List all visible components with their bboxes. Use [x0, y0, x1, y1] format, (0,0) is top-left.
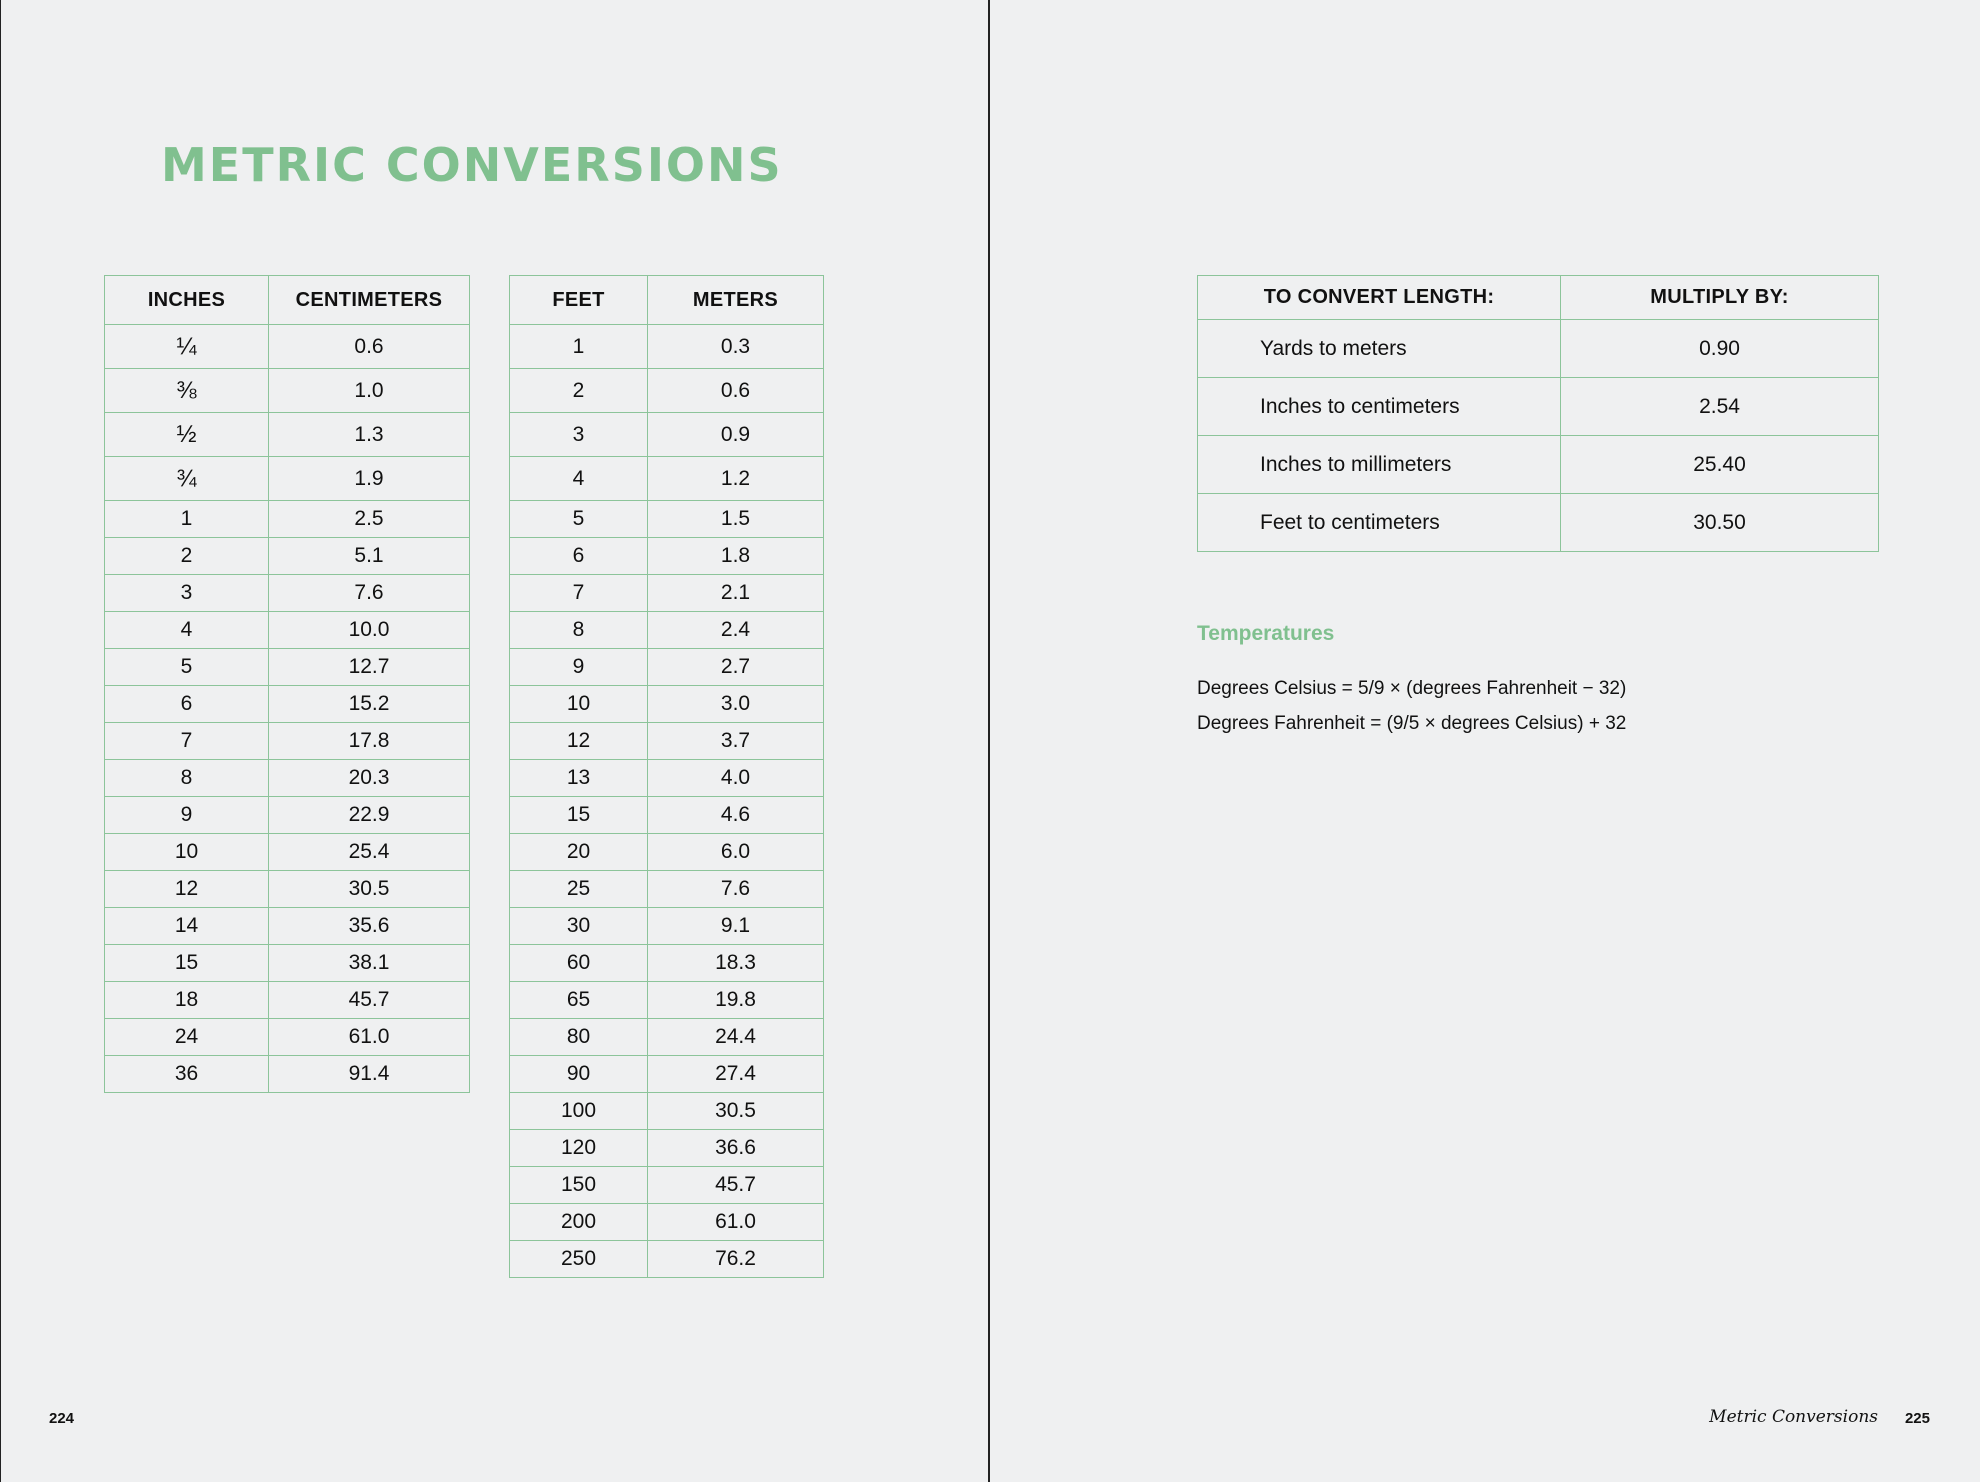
centimeters-cell: 1.0: [269, 369, 470, 413]
table-row: [105, 982, 470, 1019]
conversion-label-cell: Inches to millimeters: [1198, 436, 1561, 494]
table-row: [105, 908, 470, 945]
feet-cell: 30: [510, 908, 648, 945]
inches-table: [104, 275, 470, 1093]
centimeters-cell: 12.7: [269, 649, 470, 686]
inches-cell: ⅜: [105, 369, 269, 413]
inches-cell: 2: [105, 538, 269, 575]
centimeters-cell: 45.7: [269, 982, 470, 1019]
centimeters-cell: 10.0: [269, 612, 470, 649]
table-row: [105, 686, 470, 723]
feet-cell: 250: [510, 1241, 648, 1278]
meters-cell: 3.0: [648, 686, 824, 723]
meters-cell: 7.6: [648, 871, 824, 908]
centimeters-cell: 20.3: [269, 760, 470, 797]
meters-cell: 24.4: [648, 1019, 824, 1056]
table-row: [105, 871, 470, 908]
feet-cell: 15: [510, 797, 648, 834]
feet-cell: 13: [510, 760, 648, 797]
table-row: [105, 457, 470, 501]
feet-cell: 65: [510, 982, 648, 1019]
feet-cell: 90: [510, 1056, 648, 1093]
feet-cell: 200: [510, 1204, 648, 1241]
table-row: [510, 760, 824, 797]
table-row: [510, 1019, 824, 1056]
column-header-centimeters: CENTIMETERS: [269, 276, 470, 325]
multiplier-cell: 30.50: [1561, 494, 1879, 552]
table-row: [510, 908, 824, 945]
table-row: [510, 945, 824, 982]
meters-cell: 6.0: [648, 834, 824, 871]
length-table-body: [1198, 320, 1879, 552]
feet-table-body: [510, 325, 824, 1278]
feet-cell: 5: [510, 501, 648, 538]
meters-cell: 76.2: [648, 1241, 824, 1278]
left-page: [0, 0, 988, 1482]
length-conversion-table: [1197, 275, 1879, 552]
conversion-label-cell: Feet to centimeters: [1198, 494, 1561, 552]
feet-cell: 4: [510, 457, 648, 501]
inches-cell: ¼: [105, 325, 269, 369]
meters-cell: 1.2: [648, 457, 824, 501]
feet-table: [509, 275, 824, 1278]
page-number-right: 225: [1904, 1410, 1930, 1427]
table-row: [510, 649, 824, 686]
table-header-row: [510, 276, 824, 325]
inches-cell: 14: [105, 908, 269, 945]
meters-cell: 19.8: [648, 982, 824, 1019]
fahrenheit-formula: Degrees Fahrenheit = (9/5 × degrees Celsius) + 32: [1197, 713, 1627, 734]
table-row: [105, 538, 470, 575]
table-row: [105, 834, 470, 871]
table-row: [510, 457, 824, 501]
centimeters-cell: 0.6: [269, 325, 470, 369]
centimeters-cell: 35.6: [269, 908, 470, 945]
table-row: [510, 325, 824, 369]
table-row: [510, 1093, 824, 1130]
table-row: [510, 501, 824, 538]
multiplier-cell: 25.40: [1561, 436, 1879, 494]
inches-cell: 6: [105, 686, 269, 723]
feet-cell: 120: [510, 1130, 648, 1167]
table-row: [1198, 436, 1879, 494]
inches-cell: 12: [105, 871, 269, 908]
table-row: [1198, 494, 1879, 552]
feet-cell: 10: [510, 686, 648, 723]
table-row: [105, 325, 470, 369]
table-row: [510, 1056, 824, 1093]
meters-cell: 0.3: [648, 325, 824, 369]
feet-cell: 25: [510, 871, 648, 908]
inches-cell: 10: [105, 834, 269, 871]
meters-cell: 2.1: [648, 575, 824, 612]
centimeters-cell: 61.0: [269, 1019, 470, 1056]
table-row: [105, 945, 470, 982]
inches-table-body: [105, 325, 470, 1093]
table-row: [105, 649, 470, 686]
table-row: [510, 612, 824, 649]
table-header-row: [1198, 276, 1879, 320]
table-row: [105, 501, 470, 538]
meters-cell: 1.5: [648, 501, 824, 538]
inches-cell: ½: [105, 413, 269, 457]
inches-cell: 7: [105, 723, 269, 760]
meters-cell: 2.4: [648, 612, 824, 649]
meters-cell: 2.7: [648, 649, 824, 686]
meters-cell: 18.3: [648, 945, 824, 982]
feet-cell: 60: [510, 945, 648, 982]
table-row: [510, 834, 824, 871]
column-header-convert-length: TO CONVERT LENGTH:: [1198, 276, 1561, 320]
feet-cell: 8: [510, 612, 648, 649]
table-row: [105, 575, 470, 612]
table-row: [510, 723, 824, 760]
feet-cell: 20: [510, 834, 648, 871]
meters-cell: 27.4: [648, 1056, 824, 1093]
feet-cell: 100: [510, 1093, 648, 1130]
table-row: [510, 1204, 824, 1241]
inches-cell: 24: [105, 1019, 269, 1056]
table-row: [105, 369, 470, 413]
centimeters-cell: 22.9: [269, 797, 470, 834]
feet-cell: 80: [510, 1019, 648, 1056]
table-row: [105, 760, 470, 797]
multiplier-cell: 2.54: [1561, 378, 1879, 436]
table-row: [510, 982, 824, 1019]
table-row: [105, 723, 470, 760]
feet-cell: 150: [510, 1167, 648, 1204]
centimeters-cell: 7.6: [269, 575, 470, 612]
centimeters-cell: 2.5: [269, 501, 470, 538]
table-row: [510, 686, 824, 723]
inches-cell: 8: [105, 760, 269, 797]
feet-cell: 3: [510, 413, 648, 457]
right-page: [988, 0, 1980, 1482]
inches-cell: 18: [105, 982, 269, 1019]
meters-cell: 9.1: [648, 908, 824, 945]
centimeters-cell: 30.5: [269, 871, 470, 908]
table-row: [105, 1019, 470, 1056]
celsius-formula: Degrees Celsius = 5/9 × (degrees Fahrenheit − 32): [1197, 678, 1627, 699]
meters-cell: 0.6: [648, 369, 824, 413]
table-row: [510, 575, 824, 612]
page-title: METRIC CONVERSIONS: [161, 138, 783, 192]
centimeters-cell: 15.2: [269, 686, 470, 723]
meters-cell: 45.7: [648, 1167, 824, 1204]
table-header-row: [105, 276, 470, 325]
centimeters-cell: 5.1: [269, 538, 470, 575]
feet-cell: 1: [510, 325, 648, 369]
column-header-inches: INCHES: [105, 276, 269, 325]
table-row: [510, 1167, 824, 1204]
meters-cell: 4.0: [648, 760, 824, 797]
feet-cell: 6: [510, 538, 648, 575]
feet-cell: 9: [510, 649, 648, 686]
table-row: [510, 413, 824, 457]
feet-cell: 12: [510, 723, 648, 760]
meters-cell: 4.6: [648, 797, 824, 834]
page-number-left: 224: [49, 1410, 75, 1427]
inches-cell: 5: [105, 649, 269, 686]
feet-cell: 2: [510, 369, 648, 413]
table-row: [510, 1241, 824, 1278]
centimeters-cell: 1.3: [269, 413, 470, 457]
inches-cell: 9: [105, 797, 269, 834]
table-row: [1198, 378, 1879, 436]
column-header-feet: FEET: [510, 276, 648, 325]
centimeters-cell: 25.4: [269, 834, 470, 871]
table-row: [105, 413, 470, 457]
table-row: [105, 612, 470, 649]
table-row: [510, 871, 824, 908]
centimeters-cell: 91.4: [269, 1056, 470, 1093]
conversion-label-cell: Yards to meters: [1198, 320, 1561, 378]
meters-cell: 1.8: [648, 538, 824, 575]
centimeters-cell: 1.9: [269, 457, 470, 501]
table-row: [105, 797, 470, 834]
inches-cell: 4: [105, 612, 269, 649]
inches-cell: 3: [105, 575, 269, 612]
inches-cell: ¾: [105, 457, 269, 501]
inches-cell: 36: [105, 1056, 269, 1093]
conversion-label-cell: Inches to centimeters: [1198, 378, 1561, 436]
table-row: [1198, 320, 1879, 378]
centimeters-cell: 38.1: [269, 945, 470, 982]
centimeters-cell: 17.8: [269, 723, 470, 760]
meters-cell: 3.7: [648, 723, 824, 760]
running-title: Metric Conversions: [1709, 1407, 1878, 1427]
inches-cell: 15: [105, 945, 269, 982]
table-row: [105, 1056, 470, 1093]
feet-cell: 7: [510, 575, 648, 612]
meters-cell: 61.0: [648, 1204, 824, 1241]
table-row: [510, 538, 824, 575]
column-header-multiply-by: MULTIPLY BY:: [1561, 276, 1879, 320]
table-row: [510, 1130, 824, 1167]
meters-cell: 36.6: [648, 1130, 824, 1167]
multiplier-cell: 0.90: [1561, 320, 1879, 378]
temperatures-heading: Temperatures: [1197, 622, 1335, 645]
table-row: [510, 369, 824, 413]
inches-cell: 1: [105, 501, 269, 538]
meters-cell: 0.9: [648, 413, 824, 457]
table-row: [510, 797, 824, 834]
column-header-meters: METERS: [648, 276, 824, 325]
meters-cell: 30.5: [648, 1093, 824, 1130]
